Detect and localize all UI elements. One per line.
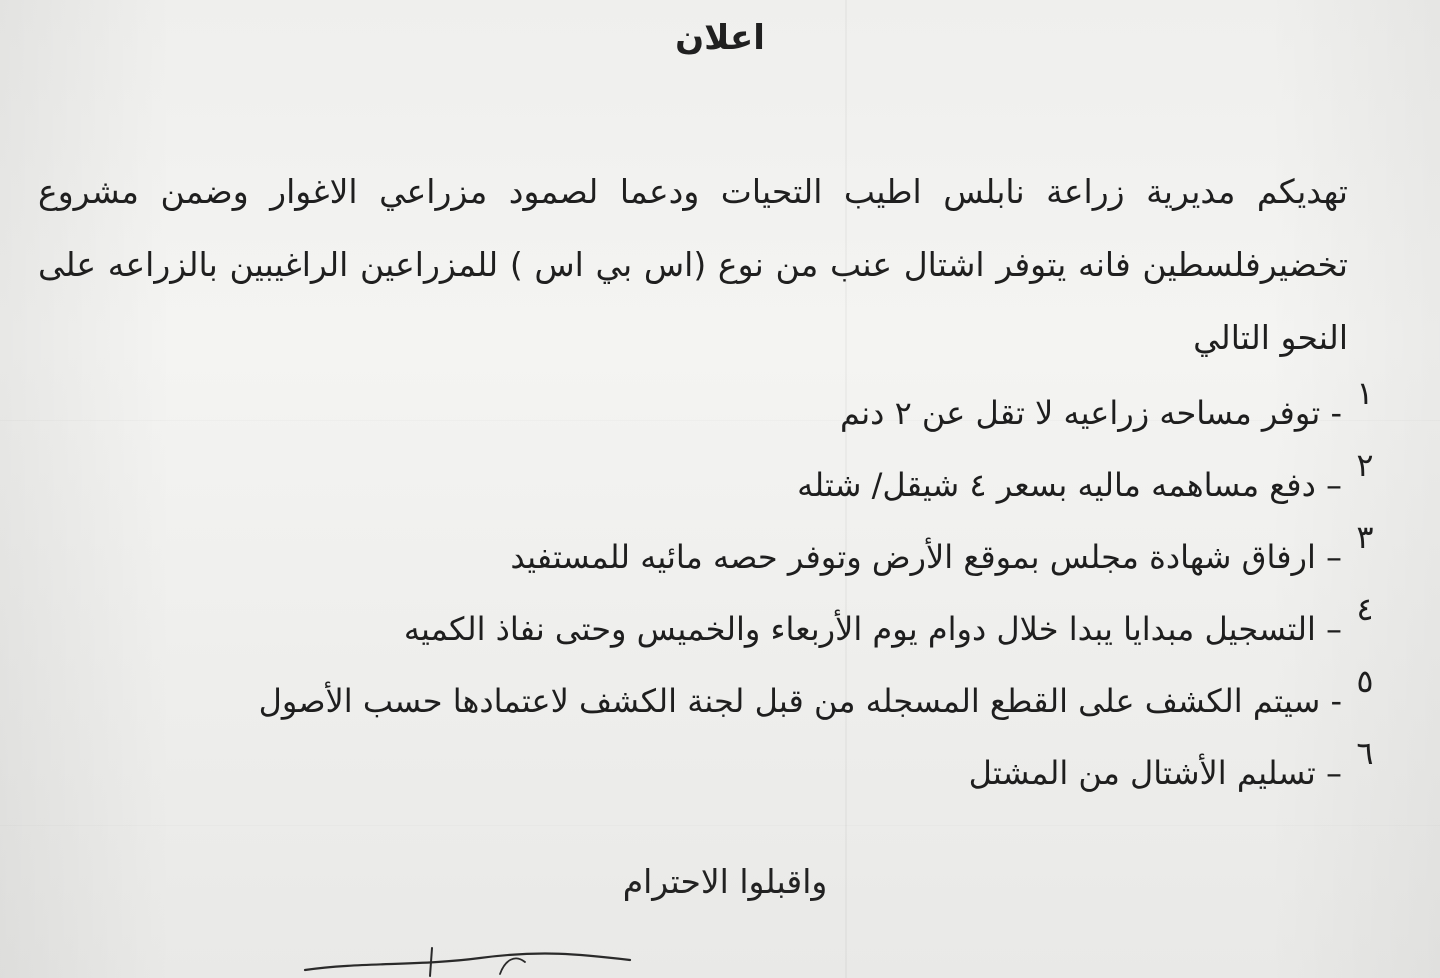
item-text: – ارفاق شهادة مجلس بموقع الأرض وتوفر حصه مائيه للمستفيد [510,538,1342,576]
item-number: ٢ [1356,446,1374,484]
list-item [50,732,1380,804]
list-item [50,516,1380,588]
announcement-title: اعلان [675,18,765,58]
item-number: ٣ [1356,518,1374,556]
paper-fold-line [0,825,1440,826]
closing-line: واقبلوا الاحترام [622,862,828,901]
item-text: – تسليم الأشتال من المشتل [968,754,1342,792]
item-number: ٥ [1356,662,1374,700]
announcement-intro: تهديكم مديرية زراعة نابلس اطيب التحيات ودعما لصمود مزراعي الاغوار وضمن مشروع تخضيرفلسطين فانه يتوفر اشتال عنب من نوع (اس بي اس ) للمزراعين الراغيبين بالزراعه على النحو التالي [38,172,1348,357]
list-item [50,372,1380,444]
list-item [50,444,1380,516]
item-text: – التسجيل مبدايا يبدا خلال دوام يوم الأربعاء والخميس وحتى نفاذ الكميه [403,610,1342,648]
signature-scribble [300,940,640,978]
list-item [50,588,1380,660]
item-number: ٤ [1356,590,1374,628]
item-text: – دفع مساهمه ماليه بسعر ٤ شيقل/ شتله [797,466,1342,504]
item-text: - سيتم الكشف على القطع المسجله من قبل لجنة الكشف لاعتمادها حسب الأصول [258,682,1342,720]
requirements-list [50,372,1380,804]
list-item [50,660,1380,732]
item-number: ١ [1356,374,1374,412]
item-number: ٦ [1356,734,1374,772]
item-text: - توفر مساحه زراعيه لا تقل عن ٢ دنم [839,394,1342,432]
